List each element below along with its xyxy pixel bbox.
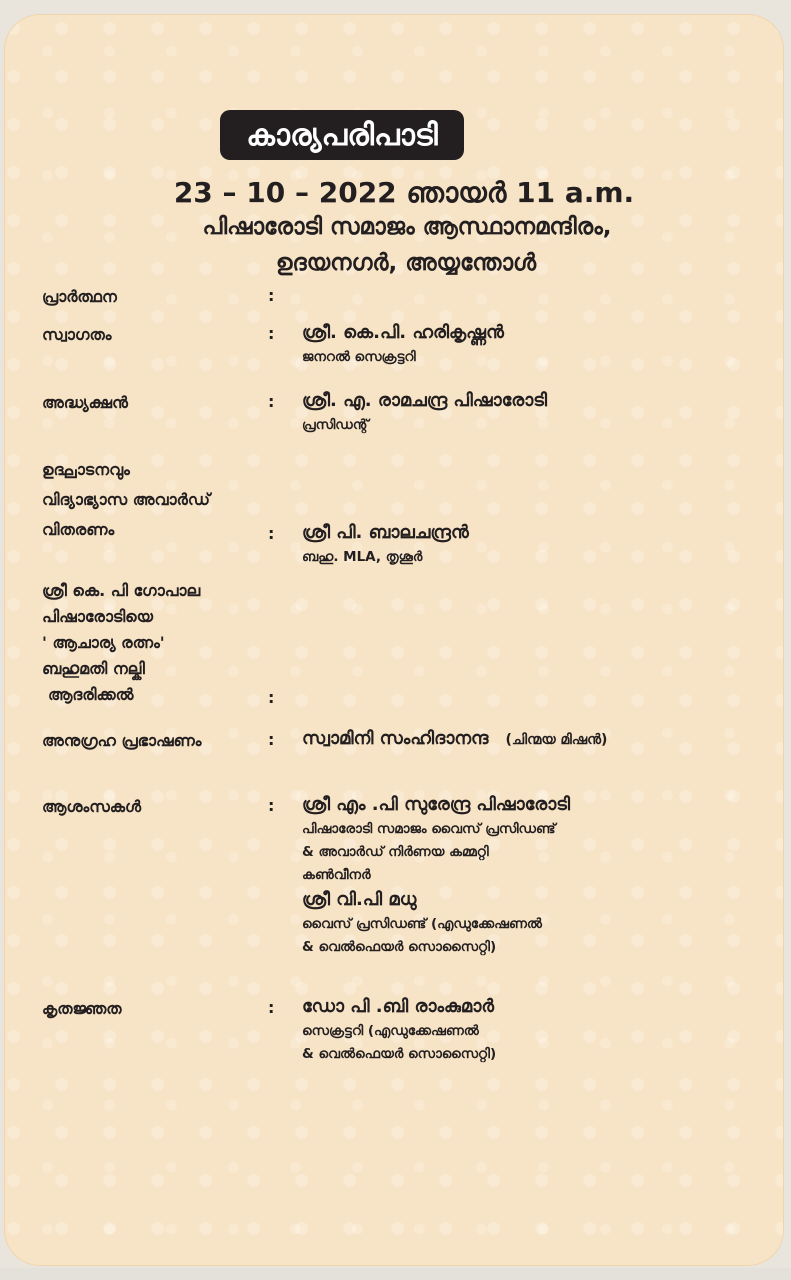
label-line: ഉദ്ഘാടനവും (42, 460, 130, 479)
speaker-role: ജനറൽ സെക്രട്ടറി (302, 349, 416, 365)
item-value-felicitations (302, 792, 772, 959)
label-line: പിഷാരോടിയെ (42, 607, 153, 626)
colon: : (268, 796, 275, 815)
colon: : (268, 286, 275, 305)
speaker-role: ബഹു. MLA, തൃശൂർ (302, 549, 423, 565)
speaker-role: കൺവീനർ (302, 867, 371, 883)
label-line: വിദ്യാഭ്യാസ അവാർഡ് (42, 490, 210, 509)
speaker-role: വൈസ് പ്രസിഡണ്ട് (എഡുക്കേഷണൽ (302, 916, 542, 932)
speaker-role: പിഷാരോടി സമാജം വൈസ് പ്രസിഡണ്ട് (302, 821, 556, 837)
item-value-blessing (302, 726, 772, 752)
programme-card (4, 14, 784, 1266)
event-venue-line-2: ഉദയനഗർ, അയ്യന്തോൾ (275, 250, 537, 276)
item-label-presidency: അദ്ധ്യക്ഷൻ (42, 393, 128, 412)
label-line: ആദരിക്കൽ (48, 685, 134, 704)
item-label-welcome: സ്വാഗതം (42, 325, 112, 344)
label-line: ശ്രീ കെ. പി ഗോപാല (42, 581, 201, 600)
event-venue-line-1: പിഷാരോടി സമാജം ആസ്ഥാനമന്ദിരം, (202, 214, 612, 240)
bottom-edge (0, 1268, 791, 1280)
label-line: ' ആചാര്യ രത്നം' (42, 633, 165, 652)
colon: : (268, 730, 275, 749)
item-label-inauguration (42, 457, 262, 543)
speaker-organisation: (ചിന്മയ മിഷൻ) (505, 732, 608, 748)
speaker-role: & വെൽഫെയർ സൊസൈറ്റി) (302, 939, 497, 955)
item-label-honour (42, 578, 262, 708)
label-line: വിതരണം (42, 520, 115, 539)
speaker-name: ശ്രീ വി.പി മധു (302, 889, 417, 910)
speaker-name: ശ്രീ പി. ബാലചന്ദ്രൻ (302, 522, 469, 543)
speaker-role: പ്രസിഡന്റ് (302, 417, 369, 433)
label-line: ബഹുമതി നല്കി (42, 659, 145, 678)
item-value-inauguration (302, 520, 772, 569)
colon: : (268, 688, 275, 707)
speaker-name: സ്വാമിനി സംഹിദാനന്ദ (302, 728, 489, 749)
colon: : (268, 524, 275, 543)
speaker-name: ശ്രീ. എ. രാമചന്ദ്ര പിഷാരോടി (302, 390, 548, 411)
item-label-blessing: അനുഗ്രഹ പ്രഭാഷണം (42, 731, 202, 750)
speaker-name: ഡോ പി .ബി രാംകുമാർ (302, 996, 494, 1017)
item-label-thanks: കൃതജ്ഞത (42, 999, 122, 1018)
speaker-role: സെക്രട്ടറി (എഡുക്കേഷണൽ (302, 1023, 479, 1039)
item-value-thanks (302, 994, 772, 1066)
item-label-prayer: പ്രാർത്ഥന (42, 287, 117, 306)
programme-title-badge (220, 110, 464, 160)
event-date-time: 23 – 10 – 2022 ഞായർ 11 a.m. (173, 176, 635, 209)
colon: : (268, 324, 275, 343)
speaker-name: ശ്രീ. കെ.പി. ഹരികൃഷ്ണൻ (302, 322, 504, 343)
colon: : (268, 998, 275, 1017)
item-value-welcome (302, 320, 772, 369)
speaker-role: & അവാർഡ് നിർണയ കമ്മറ്റി (302, 844, 489, 860)
speaker-name: ശ്രീ എം .പി സുരേന്ദ്ര പിഷാരോടി (302, 794, 571, 815)
programme-title: കാര്യപരിപാടി (246, 117, 438, 153)
colon: : (268, 392, 275, 411)
speaker-role: & വെൽഫെയർ സൊസൈറ്റി) (302, 1046, 497, 1062)
item-label-felicitations: ആശംസകൾ (42, 797, 142, 816)
item-value-presidency (302, 388, 772, 437)
